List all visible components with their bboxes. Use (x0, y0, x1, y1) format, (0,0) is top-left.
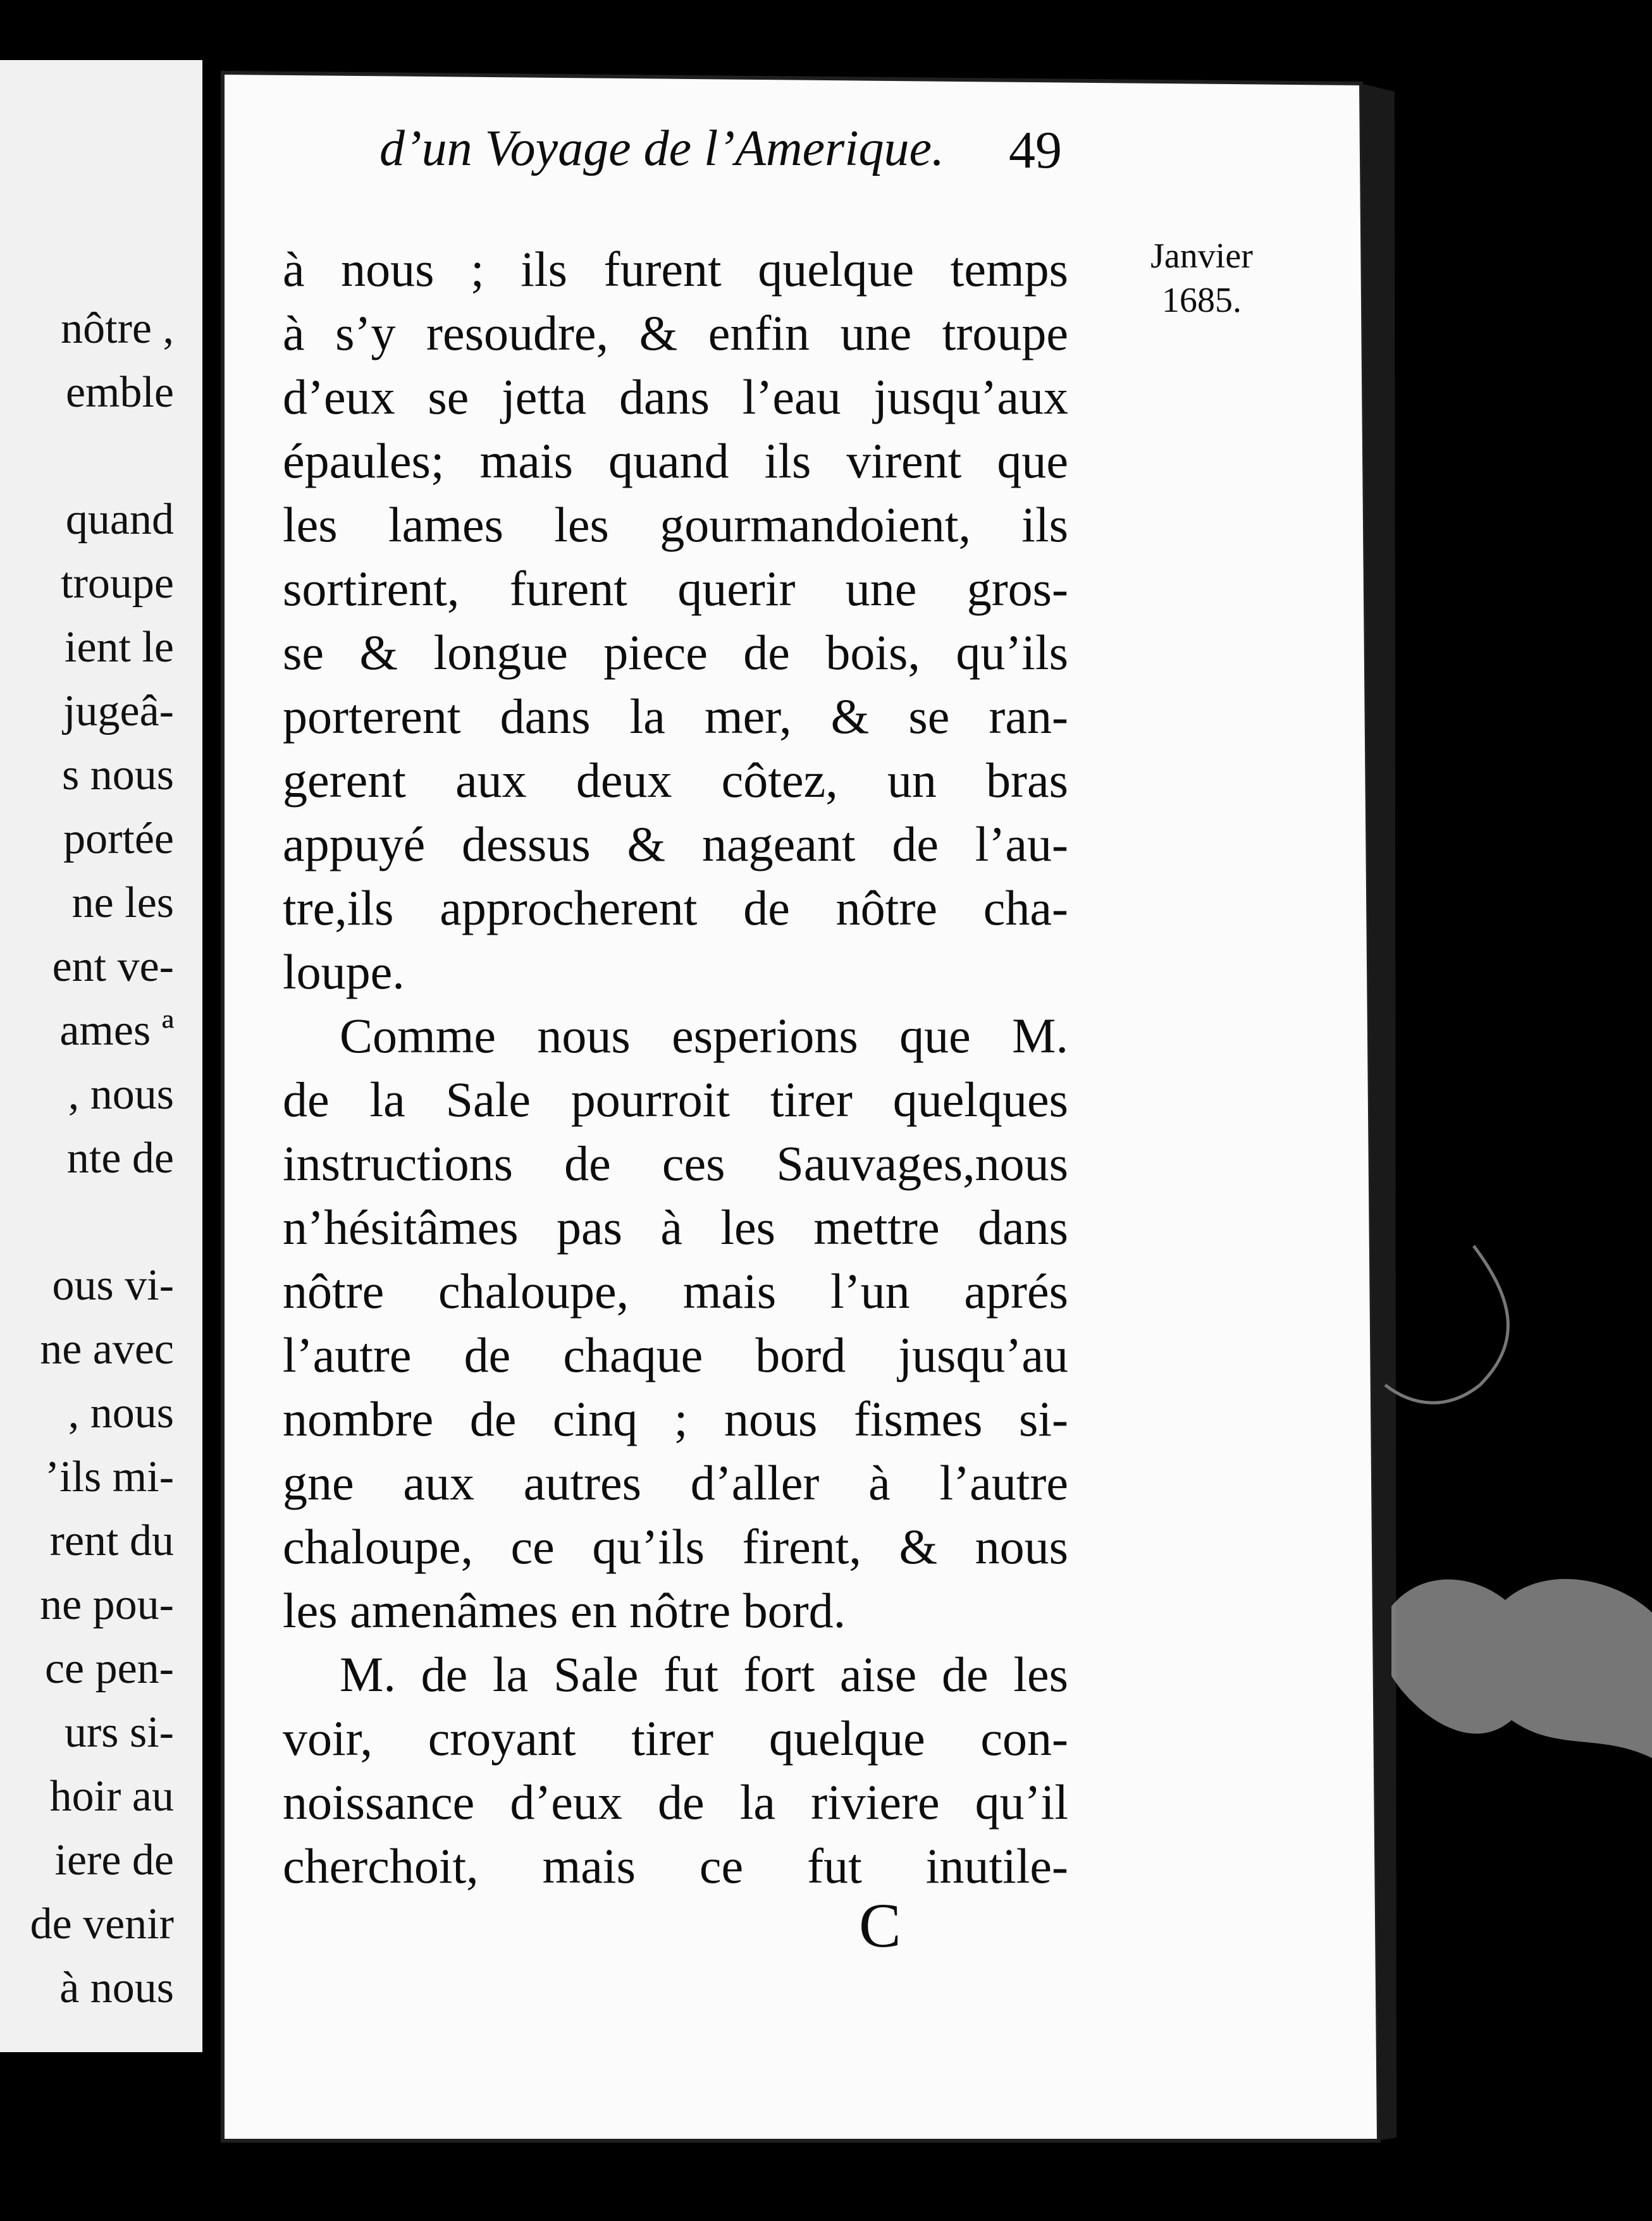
left-page-line: s nous (62, 751, 174, 799)
left-page-line: , nous (68, 1070, 174, 1119)
left-page-line: troupe (61, 559, 174, 608)
left-page-line: , nous (68, 1389, 174, 1437)
left-page-line: de venir (30, 1900, 174, 1948)
text-line: les lames les gourmandoient, ils (283, 497, 1068, 552)
left-page-line: ne pou- (40, 1580, 174, 1629)
text-line: sortirent, furent querir une gros- (283, 561, 1068, 616)
left-page-fragment (0, 60, 202, 2052)
text-line: nombre de cinq ; nous fismes si- (283, 1391, 1068, 1446)
text-line: cherchoit, mais ce fut inutile- (283, 1838, 1068, 1893)
page-number: 49 (1009, 121, 1062, 180)
text-line: Comme nous esperions que M. (340, 1008, 1068, 1063)
text-line: gne aux autres d’aller à l’autre (283, 1455, 1068, 1510)
text-line: gerent aux deux côtez, un bras (283, 753, 1068, 808)
text-line: M. de la Sale fut fort aise de les (340, 1647, 1068, 1702)
left-page-line: ’ils mi- (44, 1453, 174, 1501)
text-line: se & longue piece de bois, qu’ils (283, 625, 1068, 680)
left-page-line: jugeâ- (63, 687, 174, 735)
text-line: chaloupe, ce qu’ils firent, & nous (283, 1519, 1068, 1574)
left-page-line: ous vi- (52, 1261, 174, 1310)
left-page-line: quand (65, 495, 174, 544)
left-page-line: rent du (49, 1517, 174, 1565)
signature-mark: C (859, 1890, 901, 1960)
left-page-line: ient le (65, 623, 174, 672)
left-page-line: nôtre , (61, 304, 174, 353)
text-line: loupe. (283, 944, 405, 999)
left-page-line: ne avec (40, 1325, 174, 1374)
left-page-line: emble (65, 368, 174, 417)
left-page-line: hoir au (49, 1772, 174, 1821)
margin-note (1132, 234, 1271, 323)
margin-note-month: Janvier (1150, 237, 1253, 276)
left-page-line: ce pen- (44, 1644, 174, 1693)
left-page-line: ne les (71, 878, 174, 927)
left-page-line: urs si- (64, 1708, 174, 1757)
running-head: d’un Voyage de l’Amerique. (379, 121, 945, 176)
body-text (283, 237, 1068, 1898)
left-page-line: ames ª (59, 1006, 174, 1055)
text-line: tre,ils approcherent de nôtre cha- (283, 880, 1068, 935)
left-page-line: à nous (59, 1964, 174, 2012)
text-line: à s’y resoudre, & enfin une troupe (283, 305, 1068, 360)
left-page-line: portée (63, 815, 174, 863)
text-line: n’hésitâmes pas à les mettre dans (283, 1200, 1068, 1255)
left-page-line: nte de (66, 1134, 174, 1183)
text-line: d’eux se jetta dans l’eau jusqu’aux (283, 369, 1068, 424)
text-line: épaules; mais quand ils virent que (283, 433, 1068, 488)
text-line: instructions de ces Sauvages,nous (283, 1136, 1068, 1191)
text-line: porterent dans la mer, & se ran- (283, 689, 1068, 744)
text-line: les amenâmes en nôtre bord. (283, 1583, 846, 1638)
text-line: à nous ; ils furent quelque temps (283, 242, 1068, 297)
text-line: noissance d’eux de la riviere qu’il (283, 1775, 1068, 1830)
left-page-line: ent ve- (52, 942, 174, 991)
text-line: appuyé dessus & nageant de l’au- (283, 816, 1068, 871)
text-line: nôtre chaloupe, mais l’un aprés (283, 1264, 1068, 1319)
text-line: de la Sale pourroit tirer quelques (283, 1072, 1068, 1127)
text-line: voir, croyant tirer quelque con- (283, 1711, 1068, 1766)
left-page-line: iere de (54, 1836, 174, 1885)
margin-note-year: 1685. (1162, 281, 1242, 320)
text-line: l’autre de chaque bord jusqu’au (283, 1327, 1068, 1382)
